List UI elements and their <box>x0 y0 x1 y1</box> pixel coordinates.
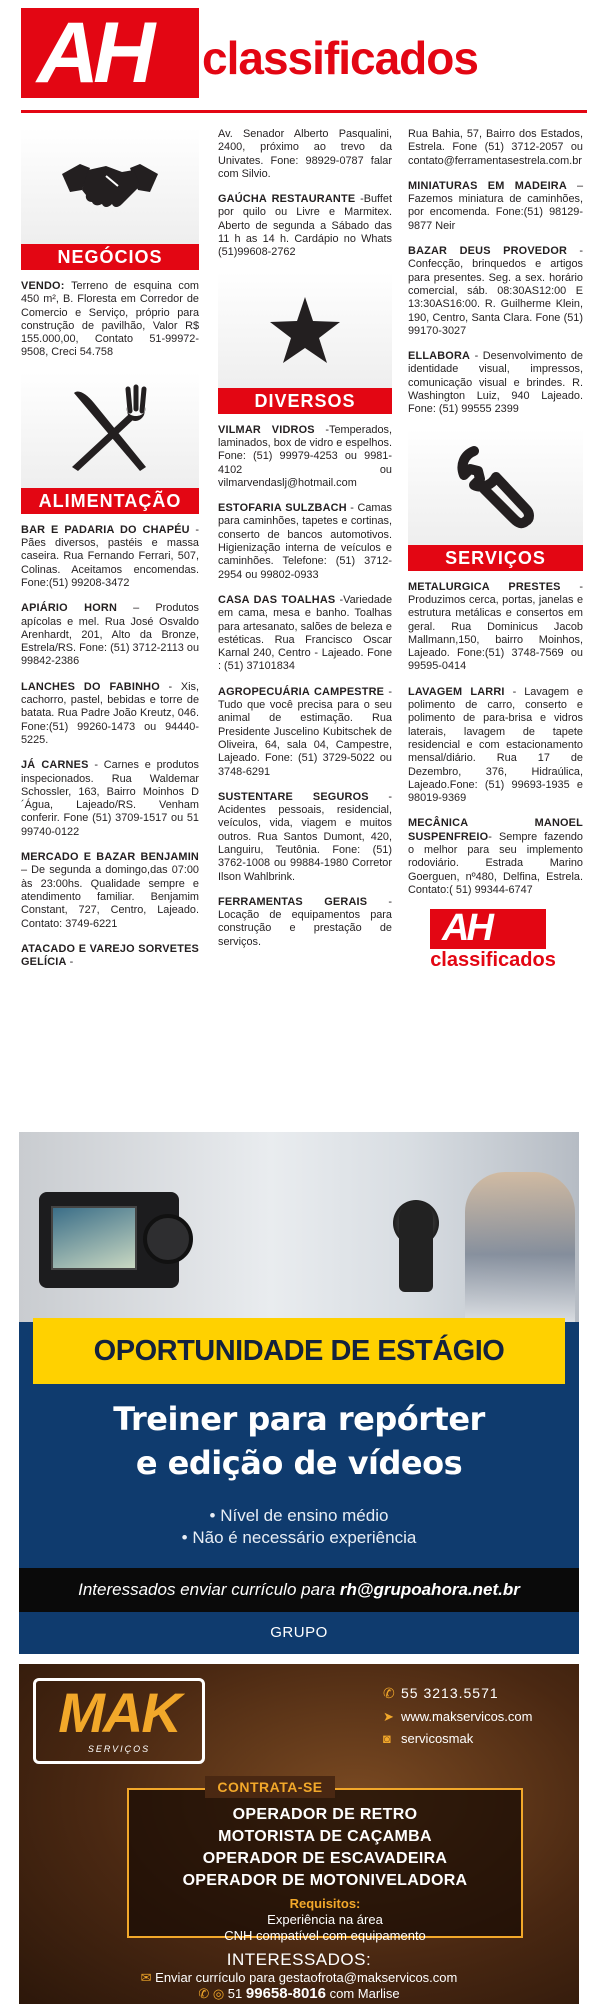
ad-bullet: • Nível de ensino médio <box>209 1506 389 1525</box>
handshake-icon <box>60 156 160 216</box>
social-handle: ◙ servicosmak <box>383 1731 474 1746</box>
classified-ad: SUSTENTARE SEGUROS - Acidentes pessoais, residencial, veículos, vida, viagem e muitos outros. Rua Santos Dumont, 420, Languiru, Teutônia. Fone: (51) 3762-1008 ou 99884-1980 Corretor Ilson Wahlbrink. <box>218 790 392 883</box>
classified-ad: ELLABORA - Desenvolvimento de identidade visual, impressos, comunicação visual e brindes. R. Washington Luiz, 940 Lajeado. Fone: (51) 99555 2399 <box>408 350 583 416</box>
mak-logo: MAK SERVIÇOS <box>33 1678 205 1764</box>
phone-whatsapp-icon: ✆ ◎ <box>198 1986 225 2001</box>
classified-ad: BAZAR DEUS PROVEDOR -Confecção, brinquedos e artigos para presentes. Seg. a sex. horário comercial, sáb. 08:30AS12:00 E 13:30AS16:00. R. Guilherme Klein, 190, Centro, Santa Clara. Fone (51) 99170-3027 <box>408 245 583 337</box>
job-item: OPERADOR DE ESCAVADEIRA <box>202 1850 448 1867</box>
website-link[interactable]: ➤ www.makservicos.com <box>383 1709 533 1724</box>
requirement: CNH compatível com equipamento <box>224 1928 426 1943</box>
classified-ad: MECÂNICA MANOEL SUSPENFREIO- Sempre fazendo o melhor para seu implemento rodoviário. Estrada Marino Goerguen, nº480, Delfina, Estrela. Contato:( 51) 99344-6747 <box>408 817 583 896</box>
email-line[interactable]: ✉ Enviar currículo para gestaofrota@makservicos.com <box>140 1970 458 1985</box>
section-label: SERVIÇOS <box>408 545 583 571</box>
contrata-se-tag: CONTRATA-SE <box>205 1776 335 1798</box>
classified-ad: ATACADO E VAREJO SORVETES GELÍCIA - <box>21 942 199 969</box>
envelope-icon: ✉ <box>140 1970 152 1985</box>
section-label: NEGÓCIOS <box>21 244 199 270</box>
interessados-heading: INTERESSADOS: <box>226 1950 372 1969</box>
section-art <box>218 272 392 388</box>
logo-word: classificados <box>430 949 556 972</box>
classified-ad: VENDO: Terreno de esquina com 450 m², B. Floresta em Corredor de Comercio e Serviço, próprio para construção de pavilhão, Valor R$ 155.000,00, Contato 51-99972-9508, Creci 54.758 <box>21 280 199 359</box>
section-alimentacao <box>21 372 199 514</box>
job-item: OPERADOR DE MOTONIVELADORA <box>182 1872 468 1889</box>
contact-email[interactable]: rh@grupoahora.net.br <box>339 1580 520 1599</box>
cursor-icon: ➤ <box>383 1709 394 1724</box>
classified-ad: JÁ CARNES - Carnes e produtos inspecionados. Rua Waldemar Schossler, 163, Bairro Moinhos D´Água, Lajeado/RS. Venham conferir. Fone (51) 3709-1517 ou 51 99740-0122 <box>21 759 199 838</box>
classified-ad: LANCHES DO FABINHO - Xis, cachorro, pastel, bebidas e torre de batata. Rua Padre João Kreutz, 046. Fone:(51) 99260-1473 ou 94440-5225. <box>21 680 199 746</box>
classified-ad: VILMAR VIDROS -Temperados, laminados, box de vidro e espelhos. Fone: (51) 99979-4253 ou 9981-4102 ou vilmarvendaslj@hotmail.com <box>218 423 393 489</box>
masthead <box>0 0 596 122</box>
section-art <box>408 429 583 545</box>
ah-logo-box: AH <box>430 909 546 949</box>
reporter-figure <box>465 1172 575 1322</box>
ad-title-line-1: Treiner para repórter <box>113 1400 485 1438</box>
section-art <box>21 128 199 244</box>
classified-ad: METALURGICA PRESTES - Produzimos cerca, portas, janelas e estrutura metálicas e consertos em geral. Rua Dominicus Jacob Mallmann,150, bairro Moinhos, Lajeado. Fone:(51) 3748-7569 ou 99595-0414 <box>408 580 583 673</box>
masthead-title: classificados <box>202 32 478 84</box>
section-label: DIVERSOS <box>218 388 392 414</box>
classified-ad: BAR E PADARIA DO CHAPÉU - Pães diversos, pastéis e massa caseira. Rua Fernando Ferrari, 507, Colinas. Aceitamos encomendas. Fone:(51) 99208-3472 <box>21 523 199 589</box>
wrench-icon <box>456 447 536 527</box>
whatsapp-line: ✆ ◎ 51 99658-8016 com Marlise <box>198 1985 400 2002</box>
classified-ad: Rua Bahia, 57, Bairro dos Estados, Estrela. Fone (51) 3712-2057 ou contato@ferramentasestrela.com.br <box>408 128 583 167</box>
ah-logo-letters: AH <box>37 5 150 101</box>
internship-ad <box>19 1132 579 1654</box>
section-negocios <box>21 128 199 270</box>
section-diversos <box>218 272 392 414</box>
classified-ad: MINIATURAS EM MADEIRA – Fazemos miniatura de caminhões, por encomenda. Fone:(51) 98129-9877 Neir <box>408 179 583 232</box>
section-label: ALIMENTAÇÃO <box>21 488 199 514</box>
grupo-a-hora-logo: GRUPO <box>19 1612 579 1654</box>
knife-fork-icon <box>68 385 152 475</box>
classified-ad: GAÚCHA RESTAURANTE -Buffet por quilo ou Livre e Marmitex. Aberto de segunda a Sábado das 11 h as 14 h. Cardápio no Whats (51)99608-2762 <box>218 193 392 259</box>
section-servicos <box>408 429 583 571</box>
classified-ad: ESTOFARIA SULZBACH - Camas para caminhões, tapetes e cortinas, conserto de bancos automotivos. Higienização interna de veículos e caminhões. Telefone: (51) 3712-2954 ou 99802-0933 <box>218 502 392 581</box>
camera-icon <box>39 1192 179 1288</box>
job-item: MOTORISTA DE CAÇAMBA <box>218 1828 432 1845</box>
ad-title-line-2: e edição de vídeos <box>135 1444 463 1482</box>
classified-ad: AGROPECUÁRIA CAMPESTRE -Tudo que você precisa para o seu animal de estimação. Rua Presidente Juscelino Kubitschek de Oliveira, 64, sala 04, Campestre, Lajeado. Fone: (51) 3729-5022 ou 3748-6291 <box>218 685 393 778</box>
section-art <box>21 372 199 488</box>
mak-servicos-ad <box>19 1664 579 2004</box>
ad-ribbon: OPORTUNIDADE DE ESTÁGIO <box>33 1318 565 1384</box>
classified-ad: MERCADO E BAZAR BENJAMIN – De segunda a domingo,das 07:00 às 23:00hs. Qualidade sempre e atendimento familiar. Benjamim Constant, 727, Centro, Lajeado. Contato: 3749-6221 <box>21 851 199 930</box>
phone-line: ✆ 55 3213.5571 <box>383 1685 499 1701</box>
column-1 <box>21 128 199 981</box>
column-3 <box>408 128 584 972</box>
requirement: Experiência na área <box>267 1912 383 1927</box>
phone-icon: ✆ <box>383 1685 396 1701</box>
column-2 <box>218 128 392 961</box>
instagram-facebook-icon: ◙ <box>383 1731 391 1746</box>
requirements-title: Requisitos: <box>289 1896 361 1911</box>
classified-ad: Av. Senador Alberto Pasqualini, 2400, próximo ao trevo da Univates. Fone: 98929-0787 falar com Silvio. <box>218 128 392 180</box>
job-item: OPERADOR DE RETRO <box>232 1806 418 1823</box>
ad-contact-bar: Interessados enviar currículo para rh@grupoahora.net.br <box>19 1568 579 1612</box>
classified-ad: FERRAMENTAS GERAIS - Locação de equipamentos para construção e prestação de serviços. <box>218 895 392 948</box>
masthead-rule <box>21 110 587 113</box>
ad-bullet: • Não é necessário experiência <box>181 1528 417 1547</box>
star-icon <box>270 297 340 363</box>
ah-classificados-logo <box>408 907 578 972</box>
classified-ad: APIÁRIO HORN – Produtos apícolas e mel. Rua José Osvaldo Arenhardt, 201, Alto da Bronze, Estrela/RS. Fone: (51) 3712-2113 ou 99842-2386 <box>21 602 199 668</box>
ad-photo <box>19 1132 579 1322</box>
classified-ad: LAVAGEM LARRI - Lavagem e polimento de carro, conserto e polimento de para-brisa e vidros laterais, lavagem de tapete residencial e com estacionamento mensal/diário. Rua 17 de Dezembro, 376, Hidraúlica, Lajeado.Fone: (51) 99693-1935 e 98019-9369 <box>408 685 584 805</box>
ah-logo-box <box>21 5 199 101</box>
classified-ad: CASA DAS TOALHAS -Variedade em cama, mesa e banho. Toalhas para artesanato, salões de beleza e estéticas. Rua Francisco Oscar Karnal 240, Centro - Lajeado. Fone : (51) 37101834 <box>218 593 393 673</box>
